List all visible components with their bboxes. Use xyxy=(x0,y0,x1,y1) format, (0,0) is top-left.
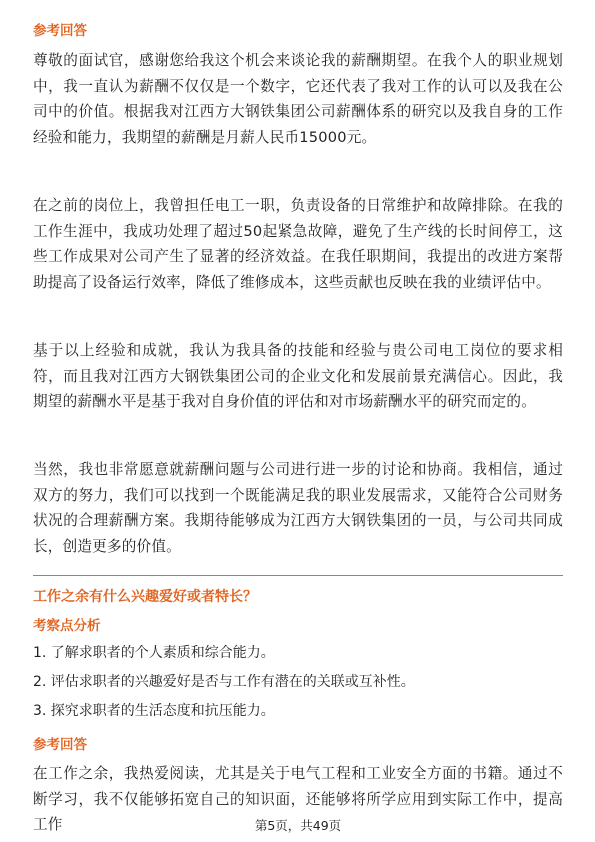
answer-paragraph-text: 基于以上经验和成就，我认为我具备的技能和经验与贵公司电工岗位的要求相符，而且我对江西方大钢铁集团公司的企业文化和发展前景充满信心。因此，我期望的薪酬水平是基于我对自身价值的评估和对市场薪酬水平的研究而定的。 xyxy=(33,342,563,411)
answer-paragraph-2 xyxy=(33,193,563,295)
analysis-list xyxy=(33,643,563,663)
answer-paragraph-text: 尊敬的面试官，感谢您给我这个机会来谈论我的薪酬期望。在我个人的职业规划中，我一直认为薪酬不仅仅是一个数字，它还代表了我对工作的认可以及我在公司中的价值。根据我对江西方大钢铁集团公司薪酬体系的研究以及我自身的工作经验和能力，我期望的薪酬是月薪人民币15000元。 xyxy=(33,52,563,146)
document-page xyxy=(33,0,563,842)
list-item: 2. 评估求职者的兴趣爱好是否与工作有潜在的关联或互补性。 xyxy=(33,674,415,690)
answer-paragraph-text: 在之前的岗位上，我曾担任电工一职，负责设备的日常维护和故障排除。在我的工作生涯中，我成功处理了超过50起紧急故障，避免了生产线的长时间停工，这些工作成果对公司产生了显著的经济效益。在我任职期间，我提出的改进方案帮助提高了设备运行效率，降低了维修成本，这些贡献也反映在我的业绩评估中。 xyxy=(33,197,563,291)
answer-label-2: 参考回答 xyxy=(33,737,87,753)
answer-paragraph-3 xyxy=(33,338,563,415)
list-item: 3. 探究求职者的生活态度和抗压能力。 xyxy=(33,703,275,719)
analysis-list-2 xyxy=(33,672,563,692)
answer-paragraph-text: 当然，我也非常愿意就薪酬问题与公司进行进一步的讨论和协商。我相信，通过双方的努力，我们可以找到一个既能满足我的职业发展需求，又能符合公司财务状况的合理薪酬方案。我期待能够成为江西方大钢铁集团的一员，与公司共同成长，创造更多的价值。 xyxy=(33,461,563,555)
list-item: 1. 了解求职者的个人素质和综合能力。 xyxy=(33,645,275,661)
answer-label: 参考回答 xyxy=(33,23,87,39)
analysis-list-3 xyxy=(33,701,563,721)
answer-paragraph-1 xyxy=(33,48,563,150)
page-number: 第5页，共49页 xyxy=(254,818,342,833)
question-title: 工作之余有什么兴趣爱好或者特长？ xyxy=(33,589,257,605)
answer-paragraph-4 xyxy=(33,457,563,559)
section-divider xyxy=(33,575,563,576)
analysis-label: 考察点分析 xyxy=(33,618,101,634)
answer-paragraph-text: 在工作之余，我热爱阅读，尤其是关于电气工程和工业安全方面的书籍。通过不断学习，我不仅能够拓宽自己的知识面，还能够将所学应用到实际工作中，提高工作 xyxy=(33,765,563,834)
